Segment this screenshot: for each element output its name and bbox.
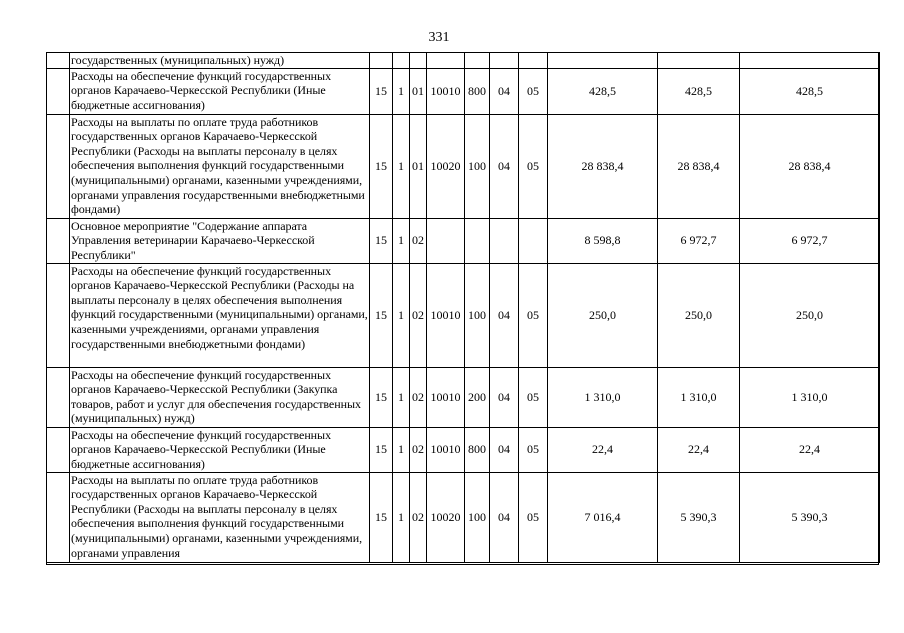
section-cell: 04 (490, 114, 519, 218)
subsection-cell: 05 (519, 68, 548, 114)
expense-type-cell: 100 (465, 114, 490, 218)
row-name-cell: Расходы на обеспечение функций государственных органов Карачаево-Черкесской Республики (Закупка товаров, работ и услуг для обеспечения государственных (муниципальных) нужд) (70, 367, 370, 427)
amount-3-cell: 5 390,3 (740, 472, 880, 562)
amount-1-cell (548, 53, 658, 69)
measure-code-cell: 01 (410, 68, 427, 114)
table-row (47, 68, 880, 114)
measure-code-cell: 02 (410, 427, 427, 472)
amount-2-cell (658, 53, 740, 69)
measure-code-cell: 02 (410, 472, 427, 562)
section-cell: 04 (490, 367, 519, 427)
program-code-cell: 15 (370, 263, 393, 367)
direction-code-cell: 10010 (427, 68, 465, 114)
section-cell (490, 218, 519, 263)
subprogram-code-cell: 1 (393, 472, 410, 562)
row-margin-cell (47, 427, 70, 472)
row-name-cell: государственных (муниципальных) нужд) (70, 53, 370, 69)
table-row (47, 367, 880, 427)
table-row (47, 472, 880, 562)
row-name-cell: Расходы на выплаты по оплате труда работников государственных органов Карачаево-Черкесской Республики (Расходы на выплаты персоналу в целях обеспечения выполнения функций государственными (муниципальными) органами, казенными учреждениями, органами управления (70, 472, 370, 562)
amount-1-cell: 28 838,4 (548, 114, 658, 218)
amount-3-cell: 22,4 (740, 427, 880, 472)
measure-code-cell: 02 (410, 263, 427, 367)
table-body (47, 53, 880, 563)
amount-2-cell: 428,5 (658, 68, 740, 114)
row-margin-cell (47, 472, 70, 562)
amount-1-cell: 1 310,0 (548, 367, 658, 427)
direction-code-cell (427, 218, 465, 263)
row-name-cell: Расходы на обеспечение функций государственных органов Карачаево-Черкесской Республики (Иные бюджетные ассигнования) (70, 68, 370, 114)
expense-type-cell (465, 53, 490, 69)
subsection-cell: 05 (519, 427, 548, 472)
section-cell: 04 (490, 427, 519, 472)
subsection-cell: 05 (519, 114, 548, 218)
direction-code-cell (427, 53, 465, 69)
amount-3-cell: 428,5 (740, 68, 880, 114)
subsection-cell (519, 218, 548, 263)
subprogram-code-cell: 1 (393, 367, 410, 427)
amount-1-cell: 22,4 (548, 427, 658, 472)
expense-type-cell: 100 (465, 472, 490, 562)
row-name-cell: Расходы на обеспечение функций государственных органов Карачаево-Черкесской Республики (Расходы на выплаты персоналу в целях обеспечения выполнения функций государственными (муниципальными) органами, казенными учреждениями, органами управления государственными внебюджетными фондами) (70, 263, 370, 367)
measure-code-cell: 02 (410, 367, 427, 427)
subprogram-code-cell: 1 (393, 114, 410, 218)
row-margin-cell (47, 53, 70, 69)
direction-code-cell: 10010 (427, 367, 465, 427)
section-cell: 04 (490, 472, 519, 562)
table-row (47, 427, 880, 472)
subprogram-code-cell: 1 (393, 427, 410, 472)
page-number: 331 (428, 30, 450, 45)
direction-code-cell: 10020 (427, 472, 465, 562)
program-code-cell: 15 (370, 218, 393, 263)
section-cell: 04 (490, 68, 519, 114)
direction-code-cell: 10020 (427, 114, 465, 218)
section-cell: 04 (490, 263, 519, 367)
amount-1-cell: 7 016,4 (548, 472, 658, 562)
expense-type-cell: 800 (465, 68, 490, 114)
amount-2-cell: 250,0 (658, 263, 740, 367)
row-name-cell: Основное мероприятие "Содержание аппарата Управления ветеринарии Карачаево-Черкесской Республики" (70, 218, 370, 263)
subprogram-code-cell: 1 (393, 218, 410, 263)
table-row (47, 114, 880, 218)
subsection-cell: 05 (519, 367, 548, 427)
section-cell (490, 53, 519, 69)
amount-1-cell: 428,5 (548, 68, 658, 114)
program-code-cell: 15 (370, 68, 393, 114)
row-margin-cell (47, 114, 70, 218)
measure-code-cell: 01 (410, 114, 427, 218)
subsection-cell: 05 (519, 472, 548, 562)
amount-1-cell: 8 598,8 (548, 218, 658, 263)
program-code-cell: 15 (370, 472, 393, 562)
table-row (47, 263, 880, 367)
amount-2-cell: 6 972,7 (658, 218, 740, 263)
program-code-cell: 15 (370, 114, 393, 218)
program-code-cell (370, 53, 393, 69)
row-margin-cell (47, 218, 70, 263)
subprogram-code-cell: 1 (393, 68, 410, 114)
expense-type-cell: 100 (465, 263, 490, 367)
program-code-cell: 15 (370, 367, 393, 427)
row-name-cell: Расходы на выплаты по оплате труда работников государственных органов Карачаево-Черкесской Республики (Расходы на выплаты персоналу в целях обеспечения выполнения функций государственными (муниципальными) органами, казенными учреждениями, органами управления государственными внебюджетными фондами) (70, 114, 370, 218)
budget-table (46, 52, 880, 563)
expense-type-cell: 200 (465, 367, 490, 427)
expense-type-cell: 800 (465, 427, 490, 472)
amount-2-cell: 1 310,0 (658, 367, 740, 427)
amount-3-cell: 250,0 (740, 263, 880, 367)
amount-1-cell: 250,0 (548, 263, 658, 367)
table-row (47, 53, 880, 69)
expense-type-cell (465, 218, 490, 263)
row-margin-cell (47, 367, 70, 427)
amount-2-cell: 22,4 (658, 427, 740, 472)
row-name-cell: Расходы на обеспечение функций государственных органов Карачаево-Черкесской Республики (Иные бюджетные ассигнования) (70, 427, 370, 472)
amount-2-cell: 5 390,3 (658, 472, 740, 562)
subsection-cell (519, 53, 548, 69)
amount-3-cell (740, 53, 880, 69)
amount-3-cell: 28 838,4 (740, 114, 880, 218)
direction-code-cell: 10010 (427, 263, 465, 367)
program-code-cell: 15 (370, 427, 393, 472)
row-margin-cell (47, 263, 70, 367)
direction-code-cell: 10010 (427, 427, 465, 472)
table-row (47, 218, 880, 263)
measure-code-cell: 02 (410, 218, 427, 263)
measure-code-cell (410, 53, 427, 69)
subprogram-code-cell (393, 53, 410, 69)
amount-2-cell: 28 838,4 (658, 114, 740, 218)
subprogram-code-cell: 1 (393, 263, 410, 367)
amount-3-cell: 6 972,7 (740, 218, 880, 263)
subsection-cell: 05 (519, 263, 548, 367)
row-margin-cell (47, 68, 70, 114)
amount-3-cell: 1 310,0 (740, 367, 880, 427)
